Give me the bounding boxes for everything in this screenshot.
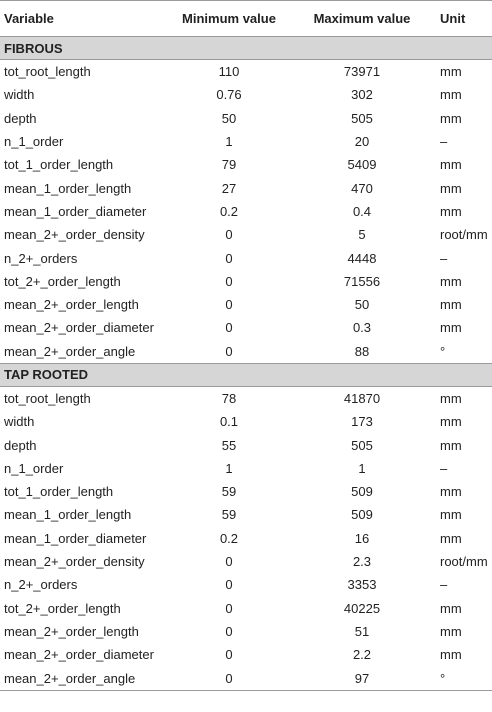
cell-unit: mm (440, 320, 462, 336)
cell-minimum-value: 0 (225, 623, 233, 639)
cell-minimum-value: 59 (221, 507, 237, 523)
cell-unit: mm (440, 87, 462, 103)
cell-variable: tot_2+_order_length (4, 600, 121, 616)
table-body (0, 37, 492, 691)
cell-variable: tot_1_order_length (4, 484, 114, 500)
cell-unit: ° (440, 343, 446, 359)
cell-minimum-value: 0 (225, 577, 233, 593)
cell-maximum-value: 97 (288, 666, 436, 690)
cell-unit: mm (440, 391, 462, 406)
cell-variable: mean_2+_order_diameter (4, 647, 154, 663)
cell-maximum-value: 5 (358, 227, 366, 243)
cell-variable: mean_1_order_length (4, 180, 132, 196)
table-row (0, 60, 492, 84)
cell-variable: mean_1_order_diameter (4, 530, 147, 546)
cell-maximum-value: 0.4 (352, 203, 372, 219)
cell-maximum-value: 1 (358, 460, 366, 476)
cell-maximum-value: 505 (351, 437, 373, 453)
cell-maximum-value: 0.3 (352, 320, 372, 336)
cell-variable: tot_1_order_length (4, 157, 114, 173)
cell-unit: – (440, 460, 448, 476)
cell-variable: mean_2+_order_diameter (4, 320, 154, 336)
cell-maximum-value: 2.2 (352, 647, 372, 663)
header-minimum-value: Minimum value (170, 1, 288, 37)
cell-minimum-value: 0 (225, 554, 233, 570)
table-row (0, 643, 492, 666)
cell-variable: mean_2+_order_angle (4, 343, 136, 359)
cell-unit: mm (440, 623, 462, 639)
cell-maximum-value: 2.3 (352, 554, 372, 570)
cell-minimum-value: 1 (225, 134, 233, 150)
cell-variable: mean_1_order_diameter (4, 203, 147, 219)
cell-variable: mean_2+_order_density (4, 554, 145, 570)
cell-minimum-value: 0 (225, 227, 233, 243)
cell-variable: n_1_order (4, 134, 64, 150)
table-row (0, 223, 492, 246)
table-row (0, 176, 492, 199)
cell-variable: mean_2+_order_density (4, 227, 145, 243)
cell-unit: – (440, 134, 448, 150)
cell-unit: ° (436, 666, 492, 690)
cell-minimum-value: 59 (221, 484, 237, 500)
cell-variable: n_1_order (4, 460, 64, 476)
cell-unit: mm (440, 297, 462, 313)
table-row (0, 597, 492, 620)
cell-minimum-value: 78 (221, 391, 237, 406)
header-unit: Unit (436, 1, 492, 37)
cell-maximum-value: 40225 (343, 600, 381, 616)
cell-variable: width (4, 87, 35, 103)
table-row (0, 340, 492, 364)
cell-maximum-value: 302 (351, 87, 373, 103)
cell-unit: – (440, 250, 448, 266)
header-maximum-value: Maximum value (288, 1, 436, 37)
cell-unit: mm (440, 157, 462, 173)
section-title: FIBROUS (0, 37, 492, 60)
cell-variable: width (4, 414, 35, 430)
cell-minimum-value: 27 (221, 180, 237, 196)
table-header-row (0, 1, 492, 37)
cell-unit: root/mm (440, 554, 488, 570)
table-row (0, 316, 492, 339)
cell-unit: mm (440, 203, 462, 219)
cell-maximum-value: 4448 (347, 250, 377, 266)
table-row (0, 107, 492, 130)
cell-unit: mm (440, 647, 462, 663)
cell-unit: mm (440, 507, 462, 523)
cell-unit: – (440, 577, 448, 593)
cell-minimum-value: 0 (225, 297, 233, 313)
cell-minimum-value: 0.1 (219, 414, 239, 430)
cell-maximum-value: 50 (354, 297, 370, 313)
cell-unit: mm (440, 437, 462, 453)
cell-minimum-value: 79 (221, 157, 237, 173)
table-row (0, 480, 492, 503)
table-row (0, 666, 492, 690)
cell-maximum-value: 470 (351, 180, 373, 196)
cell-minimum-value: 0 (225, 343, 233, 359)
cell-variable: n_2+_orders (4, 250, 78, 266)
cell-variable: mean_2+_order_length (4, 297, 139, 313)
cell-maximum-value: 505 (351, 110, 373, 126)
cell-variable: n_2+_orders (4, 577, 78, 593)
cell-minimum-value: 110 (218, 64, 240, 80)
cell-unit: mm (440, 530, 462, 546)
cell-unit: mm (440, 600, 462, 616)
cell-variable: depth (4, 110, 37, 126)
section-title: TAP ROOTED (0, 363, 492, 386)
cell-variable: tot_root_length (4, 64, 91, 80)
table-row (0, 550, 492, 573)
cell-minimum-value: 0.76 (216, 87, 242, 103)
cell-minimum-value: 0.2 (219, 203, 239, 219)
cell-minimum-value: 0 (225, 250, 233, 266)
table-row (0, 130, 492, 153)
table-row (0, 293, 492, 316)
table-row (0, 573, 492, 596)
cell-unit: mm (440, 414, 462, 430)
cell-variable: tot_2+_order_length (4, 273, 121, 289)
cell-maximum-value: 509 (351, 484, 373, 500)
cell-minimum-value: 0 (225, 600, 233, 616)
table-row (0, 153, 492, 176)
cell-maximum-value: 5409 (347, 157, 377, 173)
cell-variable: mean_2+_order_angle (0, 666, 170, 690)
cell-unit: root/mm (440, 227, 488, 243)
cell-minimum-value: 0 (225, 320, 233, 336)
table-row (0, 83, 492, 106)
cell-minimum-value: 0 (225, 273, 233, 289)
cell-minimum-value: 1 (225, 460, 233, 476)
table-row (0, 270, 492, 293)
section-row (0, 363, 492, 386)
cell-maximum-value: 71556 (343, 273, 381, 289)
cell-maximum-value: 509 (351, 507, 373, 523)
table-row (0, 386, 492, 410)
cell-maximum-value: 88 (354, 343, 370, 359)
cell-minimum-value: 55 (221, 437, 237, 453)
table-row (0, 527, 492, 550)
cell-maximum-value: 20 (354, 134, 370, 150)
table-row (0, 503, 492, 526)
section-row (0, 37, 492, 60)
cell-unit: mm (440, 64, 462, 80)
cell-unit: mm (440, 180, 462, 196)
table-row (0, 246, 492, 269)
cell-variable: mean_1_order_length (4, 507, 132, 523)
cell-minimum-value: 0 (170, 666, 288, 690)
cell-unit: mm (440, 273, 462, 289)
table-row (0, 457, 492, 480)
cell-minimum-value: 0.2 (219, 530, 239, 546)
header-variable: Variable (0, 1, 170, 37)
table-row (0, 410, 492, 433)
cell-maximum-value: 51 (354, 623, 370, 639)
cell-unit: mm (440, 110, 462, 126)
cell-minimum-value: 50 (221, 110, 237, 126)
cell-variable: tot_root_length (4, 391, 91, 406)
cell-maximum-value: 41870 (343, 391, 381, 406)
cell-variable: mean_2+_order_length (4, 623, 139, 639)
cell-maximum-value: 16 (354, 530, 370, 546)
cell-maximum-value: 3353 (347, 577, 377, 593)
table-row (0, 433, 492, 456)
cell-variable: depth (4, 437, 37, 453)
table-row (0, 620, 492, 643)
cell-maximum-value: 73971 (343, 64, 381, 80)
cell-unit: mm (440, 484, 462, 500)
cell-maximum-value: 173 (351, 414, 373, 430)
table-row (0, 200, 492, 223)
cell-minimum-value: 0 (225, 647, 233, 663)
